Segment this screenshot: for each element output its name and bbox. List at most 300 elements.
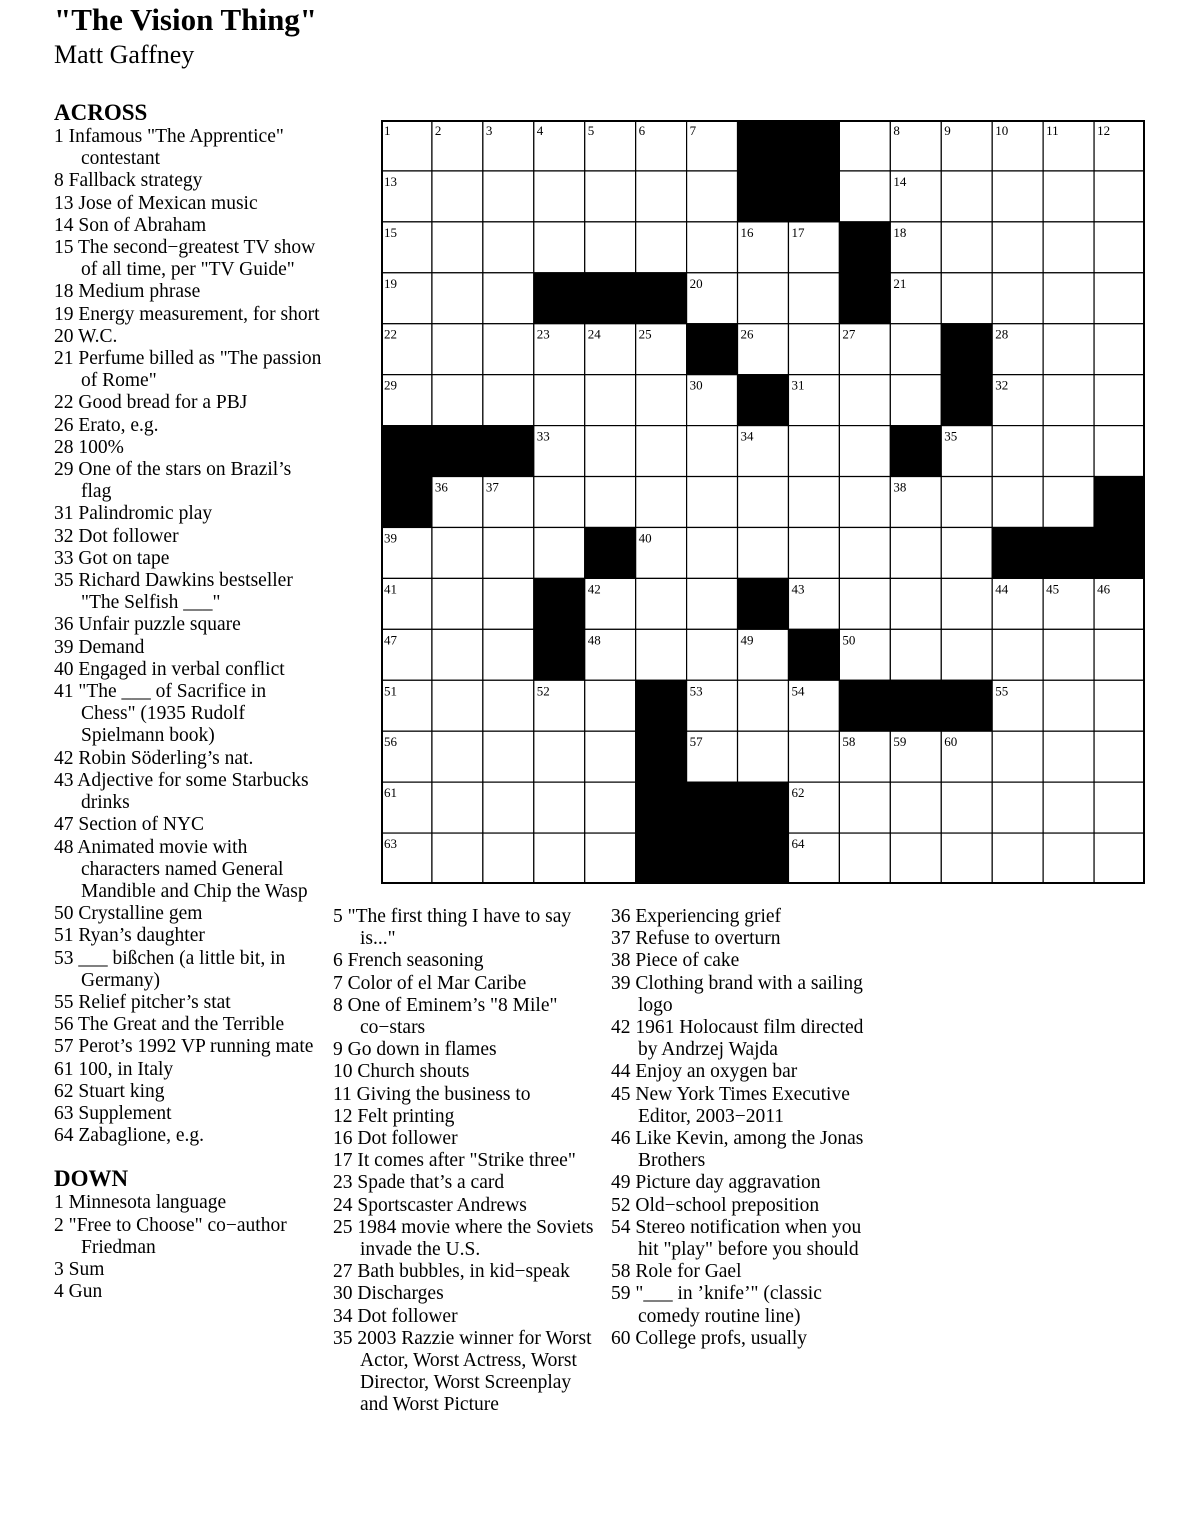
across-clue-32: 32 Dot follower	[54, 525, 179, 547]
grid-cell[interactable]	[890, 324, 941, 375]
grid-cell[interactable]	[483, 629, 534, 680]
down-clue-24: 24 Sportscaster Andrews	[333, 1194, 527, 1216]
grid-cell[interactable]	[585, 782, 636, 833]
grid-cell[interactable]	[1043, 273, 1094, 324]
grid-cell[interactable]	[839, 833, 890, 884]
cell-number-43: 43	[791, 581, 805, 597]
across-clue-48: 48 Animated movie with characters named General Mandible and Chip the Wasp	[54, 836, 308, 902]
grid-cell[interactable]	[585, 171, 636, 222]
black-square	[483, 426, 534, 477]
down-clue-11: 11 Giving the business to	[333, 1083, 531, 1105]
grid-cell[interactable]	[839, 426, 890, 477]
grid-cell[interactable]	[585, 833, 636, 884]
across-clue-8: 8 Fallback strategy	[54, 170, 203, 192]
grid-cell[interactable]	[432, 527, 483, 578]
down-clue-52: 52 Old−school preposition	[611, 1194, 820, 1216]
down-clue-8: 8 One of Eminem’s "8 Mile" co−stars	[333, 994, 558, 1039]
grid-cell[interactable]	[687, 527, 738, 578]
cell-number-7: 7	[689, 123, 697, 138]
grid-cell[interactable]	[534, 477, 585, 528]
grid-cell[interactable]	[992, 222, 1043, 273]
down-clue-44: 44 Enjoy an oxygen bar	[611, 1061, 798, 1083]
black-square	[941, 324, 992, 375]
black-square	[636, 782, 687, 833]
down-clue-60: 60 College profs, usually	[611, 1327, 808, 1349]
across-header: ACROSS	[54, 100, 148, 125]
cell-number-58: 58	[842, 734, 856, 750]
grid-cell[interactable]	[483, 578, 534, 629]
grid-cell[interactable]	[941, 171, 992, 222]
grid-cell[interactable]	[432, 222, 483, 273]
cell-number-31: 31	[791, 377, 805, 393]
cell-number-40: 40	[638, 530, 652, 546]
cell-number-8: 8	[893, 123, 900, 138]
across-clue-63: 63 Supplement	[54, 1102, 172, 1124]
grid-cell[interactable]	[432, 375, 483, 426]
cell-number-59: 59	[893, 734, 907, 750]
down-header: DOWN	[54, 1166, 129, 1192]
down-clue-1: 1 Minnesota language	[54, 1192, 227, 1214]
grid-cell[interactable]	[839, 527, 890, 578]
cell-number-19: 19	[384, 275, 397, 291]
across-clue-20: 20 W.C.	[54, 325, 118, 347]
black-square	[1043, 527, 1094, 578]
down-clue-16: 16 Dot follower	[333, 1128, 458, 1150]
cell-number-47: 47	[384, 632, 397, 648]
black-square	[687, 324, 738, 375]
grid-cell[interactable]	[1094, 324, 1145, 375]
cell-number-48: 48	[587, 632, 601, 648]
grid-cell[interactable]	[1043, 782, 1094, 833]
down-clue-42: 42 1961 Holocaust film directed by Andrzej Wajda	[611, 1017, 864, 1061]
grid-cell[interactable]	[1094, 375, 1145, 426]
black-square	[687, 833, 738, 884]
crossword-grid[interactable]	[381, 120, 1145, 884]
grid-cell[interactable]	[1094, 731, 1145, 782]
cell-number-29: 29	[384, 377, 397, 393]
across-clue-15: 15 The second−greatest TV show of all time, per "TV Guide"	[54, 237, 316, 281]
cell-number-28: 28	[995, 326, 1009, 342]
grid-cell[interactable]	[585, 222, 636, 273]
black-square	[788, 120, 839, 171]
grid-cell[interactable]	[1043, 833, 1094, 884]
grid-cell[interactable]	[636, 375, 687, 426]
grid-cell[interactable]	[788, 324, 839, 375]
grid-cell[interactable]	[636, 629, 687, 680]
across-clue-41: 41 "The ___ of Sacrifice in Chess" (1935 Rudolf Spielmann book)	[54, 681, 267, 747]
grid-cell[interactable]	[890, 527, 941, 578]
grid-cell[interactable]	[890, 375, 941, 426]
cell-number-35: 35	[944, 428, 958, 444]
across-clue-51: 51 Ryan’s daughter	[54, 925, 205, 947]
down-clue-49: 49 Picture day aggravation	[611, 1172, 821, 1194]
cell-number-16: 16	[740, 224, 754, 240]
grid-cell[interactable]	[941, 578, 992, 629]
grid-cell[interactable]	[788, 477, 839, 528]
black-square	[534, 629, 585, 680]
grid-cell[interactable]	[432, 731, 483, 782]
grid-cell[interactable]	[432, 629, 483, 680]
grid-cell[interactable]	[738, 477, 789, 528]
cell-number-23: 23	[536, 326, 550, 342]
grid-cell[interactable]	[992, 833, 1043, 884]
grid-cell[interactable]	[890, 578, 941, 629]
grid-cell[interactable]	[839, 782, 890, 833]
black-square	[738, 578, 789, 629]
down-clue-45: 45 New York Times Executive Editor, 2003−2011	[611, 1083, 850, 1127]
grid-cell[interactable]	[483, 324, 534, 375]
grid-cell[interactable]	[636, 477, 687, 528]
grid-cell[interactable]	[432, 171, 483, 222]
grid-cell[interactable]	[432, 273, 483, 324]
grid-cell[interactable]	[483, 782, 534, 833]
black-square	[738, 120, 789, 171]
cell-number-38: 38	[893, 479, 907, 495]
cell-number-46: 46	[1097, 581, 1111, 597]
cell-number-14: 14	[893, 173, 907, 189]
grid-cell[interactable]	[1094, 782, 1145, 833]
grid-cell[interactable]	[483, 527, 534, 578]
cell-number-64: 64	[791, 836, 805, 852]
grid-cell[interactable]	[636, 171, 687, 222]
black-square	[636, 273, 687, 324]
grid-cell[interactable]	[992, 273, 1043, 324]
grid-cell[interactable]	[483, 273, 534, 324]
grid-cell[interactable]	[941, 527, 992, 578]
across-clue-36: 36 Unfair puzzle square	[54, 614, 241, 636]
black-square	[839, 680, 890, 731]
grid-cell[interactable]	[839, 171, 890, 222]
grid-cell[interactable]	[687, 477, 738, 528]
black-square	[534, 578, 585, 629]
across-clue-50: 50 Crystalline gem	[54, 903, 203, 925]
grid-cell[interactable]	[738, 273, 789, 324]
grid-cell[interactable]	[483, 680, 534, 731]
grid-cell[interactable]	[534, 222, 585, 273]
grid-cell[interactable]	[788, 426, 839, 477]
grid-cell[interactable]	[992, 426, 1043, 477]
grid-cell[interactable]	[890, 782, 941, 833]
grid-cell[interactable]	[1094, 680, 1145, 731]
black-square	[839, 273, 890, 324]
across-clue-64: 64 Zabaglione, e.g.	[54, 1125, 204, 1147]
across-clue-22: 22 Good bread for a PBJ	[54, 392, 248, 414]
down-clue-59: 59 "___ in ’knife’" (classic comedy routine line)	[611, 1283, 822, 1327]
cell-number-36: 36	[434, 479, 448, 495]
cell-number-26: 26	[740, 326, 754, 342]
grid-cell[interactable]	[483, 833, 534, 884]
across-clue-40: 40 Engaged in verbal conflict	[54, 658, 285, 680]
cell-number-9: 9	[944, 123, 951, 138]
cell-number-39: 39	[384, 530, 397, 546]
grid-cell[interactable]	[483, 731, 534, 782]
across-clue-14: 14 Son of Abraham	[54, 214, 207, 236]
cell-number-42: 42	[587, 581, 601, 597]
cell-number-12: 12	[1097, 123, 1111, 138]
grid-cell[interactable]	[992, 171, 1043, 222]
across-clue-62: 62 Stuart king	[54, 1080, 165, 1102]
down-clue-36: 36 Experiencing grief	[611, 906, 782, 927]
down-clue-6: 6 French seasoning	[333, 950, 484, 972]
black-square	[1094, 477, 1145, 528]
cell-number-49: 49	[740, 632, 754, 648]
grid-cell[interactable]	[839, 120, 890, 171]
grid-cell[interactable]	[738, 527, 789, 578]
down-clue-39: 39 Clothing brand with a sailing logo	[611, 972, 863, 1016]
grid-cell[interactable]	[890, 629, 941, 680]
across-clue-19: 19 Energy measurement, for short	[54, 303, 320, 325]
grid-cell[interactable]	[941, 833, 992, 884]
grid-cell[interactable]	[432, 680, 483, 731]
down-clue-25: 25 1984 movie where the Soviets invade the U.S.	[333, 1216, 594, 1261]
down-clue-30: 30 Discharges	[333, 1283, 444, 1305]
grid-cell[interactable]	[687, 578, 738, 629]
down-clue-list-continued	[333, 906, 598, 1417]
grid-cell[interactable]	[941, 222, 992, 273]
cell-number-61: 61	[384, 785, 397, 801]
down-clue-list	[54, 1192, 324, 1303]
black-square	[738, 375, 789, 426]
cell-number-3: 3	[485, 123, 493, 138]
black-square	[839, 222, 890, 273]
black-square	[788, 171, 839, 222]
across-clue-29: 29 One of the stars on Brazil’s flag	[54, 459, 292, 503]
cell-number-5: 5	[587, 123, 595, 138]
down-clue-12: 12 Felt printing	[333, 1105, 455, 1127]
grid-cell[interactable]	[432, 578, 483, 629]
grid-cell[interactable]	[738, 680, 789, 731]
cell-number-56: 56	[384, 734, 397, 750]
black-square	[941, 375, 992, 426]
cell-number-11: 11	[1046, 123, 1059, 138]
across-clue-13: 13 Jose of Mexican music	[54, 192, 258, 214]
grid-cell[interactable]	[483, 375, 534, 426]
cell-number-25: 25	[638, 326, 652, 342]
grid-cell[interactable]	[1094, 426, 1145, 477]
grid-cell[interactable]	[585, 477, 636, 528]
puzzle-title: "The Vision Thing"	[54, 2, 318, 37]
cell-number-13: 13	[384, 173, 397, 189]
cell-number-41: 41	[384, 581, 397, 597]
down-clue-27: 27 Bath bubbles, in kid−speak	[333, 1261, 570, 1283]
down-clue-9: 9 Go down in flames	[333, 1039, 497, 1061]
cell-number-53: 53	[689, 683, 703, 699]
across-clue-28: 28 100%	[54, 436, 124, 458]
grid-cell[interactable]	[941, 477, 992, 528]
black-square	[534, 273, 585, 324]
black-square	[636, 680, 687, 731]
cell-number-4: 4	[536, 123, 544, 138]
cell-number-2: 2	[434, 123, 442, 138]
down-clue-2: 2 "Free to Choose" co−author Friedman	[54, 1214, 287, 1258]
grid-cell[interactable]	[839, 578, 890, 629]
grid-cell[interactable]	[788, 731, 839, 782]
cell-number-1: 1	[384, 123, 391, 138]
down-clue-5: 5 "The first thing I have to say is..."	[333, 906, 572, 950]
grid-cell[interactable]	[992, 629, 1043, 680]
black-square	[788, 629, 839, 680]
cell-number-17: 17	[791, 224, 805, 240]
grid-cell[interactable]	[1043, 477, 1094, 528]
black-square	[687, 782, 738, 833]
cell-number-24: 24	[587, 326, 601, 342]
cell-number-57: 57	[689, 734, 703, 750]
grid-cell[interactable]	[534, 782, 585, 833]
across-clue-list	[54, 126, 324, 1147]
down-clue-35: 35 2003 Razzie winner for Worst Actor, Worst Actress, Worst Director, Worst Screenplay and Worst Picture	[333, 1327, 592, 1416]
cell-number-32: 32	[995, 377, 1009, 393]
down-clue-54: 54 Stereo notification when you hit "play" before you should	[611, 1216, 862, 1261]
down-clue-17: 17 It comes after "Strike three"	[333, 1150, 576, 1172]
cell-number-15: 15	[384, 224, 397, 240]
cell-number-55: 55	[995, 683, 1009, 699]
black-square	[738, 171, 789, 222]
grid-cell[interactable]	[534, 375, 585, 426]
grid-cell[interactable]	[992, 477, 1043, 528]
grid-cell[interactable]	[636, 222, 687, 273]
grid-cell[interactable]	[687, 426, 738, 477]
grid-cell[interactable]	[432, 833, 483, 884]
cell-number-33: 33	[536, 428, 550, 444]
grid-cell[interactable]	[1094, 833, 1145, 884]
grid-cell[interactable]	[1094, 629, 1145, 680]
grid-cell[interactable]	[687, 629, 738, 680]
grid-cell[interactable]	[534, 171, 585, 222]
across-clue-43: 43 Adjective for some Starbucks drinks	[54, 769, 309, 814]
down-clue-list-continued	[611, 906, 881, 1350]
grid-cell[interactable]	[1094, 273, 1145, 324]
across-clue-31: 31 Palindromic play	[54, 503, 213, 525]
grid-cell[interactable]	[992, 782, 1043, 833]
grid-cell[interactable]	[636, 426, 687, 477]
across-clue-57: 57 Perot’s 1992 VP running mate	[54, 1036, 314, 1058]
black-square	[585, 527, 636, 578]
grid-cell[interactable]	[636, 578, 687, 629]
black-square	[992, 527, 1043, 578]
grid-cell[interactable]	[432, 782, 483, 833]
grid-cell[interactable]	[432, 324, 483, 375]
grid-cell[interactable]	[585, 731, 636, 782]
across-clue-33: 33 Got on tape	[54, 547, 170, 569]
cell-number-34: 34	[740, 428, 754, 444]
down-clue-37: 37 Refuse to overturn	[611, 928, 781, 950]
across-clue-1: 1 Infamous "The Apprentice" contestant	[54, 126, 284, 170]
cell-number-54: 54	[791, 683, 805, 699]
cell-number-20: 20	[689, 275, 703, 291]
cell-number-44: 44	[995, 581, 1009, 597]
down-clue-46: 46 Like Kevin, among the Jonas Brothers	[611, 1128, 864, 1172]
grid-cell[interactable]	[992, 731, 1043, 782]
down-clue-38: 38 Piece of cake	[611, 950, 740, 972]
across-clue-21: 21 Perfume billed as "The passion of Rome"	[54, 348, 322, 392]
grid-cell[interactable]	[788, 273, 839, 324]
clue-column-2	[333, 906, 598, 1417]
across-clue-61: 61 100, in Italy	[54, 1058, 174, 1080]
black-square	[636, 731, 687, 782]
grid-cell[interactable]	[941, 273, 992, 324]
cell-number-21: 21	[893, 275, 907, 291]
cell-number-45: 45	[1046, 581, 1060, 597]
cell-number-63: 63	[384, 836, 397, 852]
grid-cell[interactable]	[534, 731, 585, 782]
black-square	[432, 426, 483, 477]
grid-cell[interactable]	[941, 629, 992, 680]
black-square	[738, 782, 789, 833]
grid-cell[interactable]	[585, 426, 636, 477]
clue-column-1	[54, 100, 324, 1303]
grid-cell[interactable]	[738, 731, 789, 782]
grid-cell[interactable]	[534, 833, 585, 884]
grid-cell[interactable]	[941, 782, 992, 833]
black-square	[1094, 527, 1145, 578]
across-clue-47: 47 Section of NYC	[54, 814, 205, 836]
grid-cell[interactable]	[890, 833, 941, 884]
across-clue-56: 56 The Great and the Terrible	[54, 1014, 285, 1036]
grid-cell[interactable]	[1043, 375, 1094, 426]
grid-cell[interactable]	[585, 375, 636, 426]
cell-number-51: 51	[384, 683, 397, 699]
grid-cell[interactable]	[1043, 171, 1094, 222]
grid-cell[interactable]	[1043, 324, 1094, 375]
across-clue-39: 39 Demand	[54, 636, 145, 658]
cell-number-50: 50	[842, 632, 856, 648]
down-clue-34: 34 Dot follower	[333, 1305, 458, 1327]
cell-number-62: 62	[791, 785, 805, 801]
black-square	[381, 477, 432, 528]
grid-cell[interactable]	[839, 477, 890, 528]
across-clue-53: 53 ___ bißchen (a little bit, in Germany)	[54, 947, 286, 991]
grid-cell[interactable]	[1094, 222, 1145, 273]
black-square	[636, 833, 687, 884]
grid-cell[interactable]	[1043, 222, 1094, 273]
grid-cell[interactable]	[585, 680, 636, 731]
black-square	[941, 680, 992, 731]
black-square	[890, 680, 941, 731]
across-clue-35: 35 Richard Dawkins bestseller "The Selfish ___"	[54, 570, 293, 614]
puzzle-author: Matt Gaffney	[54, 40, 195, 69]
cell-number-22: 22	[384, 326, 397, 342]
grid-cell[interactable]	[483, 222, 534, 273]
cell-number-37: 37	[485, 479, 499, 495]
across-clue-26: 26 Erato, e.g.	[54, 414, 159, 436]
across-clue-42: 42 Robin Söderling’s nat.	[54, 747, 254, 769]
grid-cell[interactable]	[1043, 731, 1094, 782]
grid-cell[interactable]	[839, 375, 890, 426]
cell-number-30: 30	[689, 377, 703, 393]
grid-cell[interactable]	[534, 527, 585, 578]
down-clue-3: 3 Sum	[54, 1258, 105, 1280]
black-square	[585, 273, 636, 324]
grid-cell[interactable]	[687, 171, 738, 222]
grid-cell[interactable]	[687, 222, 738, 273]
cell-number-18: 18	[893, 224, 907, 240]
down-clue-7: 7 Color of el Mar Caribe	[333, 972, 527, 994]
grid-cell[interactable]	[483, 171, 534, 222]
grid-cell[interactable]	[1043, 629, 1094, 680]
down-clue-23: 23 Spade that’s a card	[333, 1172, 505, 1194]
cell-number-60: 60	[944, 734, 958, 750]
across-clue-55: 55 Relief pitcher’s stat	[54, 991, 231, 1013]
cell-number-52: 52	[536, 683, 550, 699]
black-square	[381, 426, 432, 477]
grid-cell[interactable]	[1094, 171, 1145, 222]
clue-column-3	[611, 906, 881, 1350]
down-clue-4: 4 Gun	[54, 1281, 103, 1303]
grid-cell[interactable]	[1043, 426, 1094, 477]
grid-cell[interactable]	[788, 527, 839, 578]
black-square	[890, 426, 941, 477]
grid-cell[interactable]	[1043, 680, 1094, 731]
